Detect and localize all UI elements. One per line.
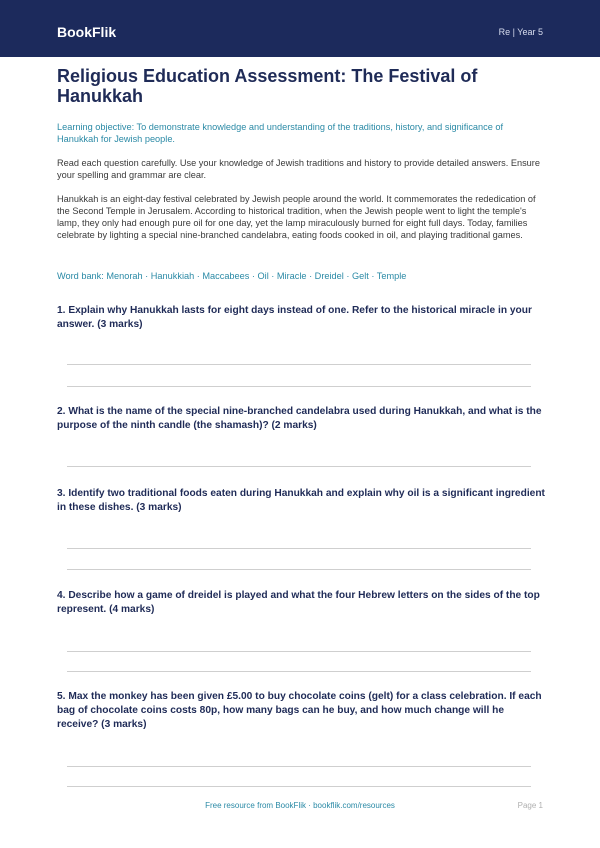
answer-line[interactable]	[67, 671, 531, 672]
answer-line[interactable]	[67, 548, 531, 549]
page-title: Religious Education Assessment: The Festival of Hanukkah	[57, 66, 478, 106]
intro-paragraph: Hanukkah is an eight-day festival celebrated by Jewish people around the world. It commemorates the rededication of the Second Temple in Jerusalem. According to historical tradition, when the Jewish people went to light the temple's lamp, they only had enough pure oil for one day, yet the lamp miraculously burned for eight full days. Today, families celebrate by lighting a special nine-branched candelabra, eating foods cooked in oil, and playing traditional games.	[57, 194, 536, 240]
question-1: 1. Explain why Hanukkah lasts for eight days instead of one. Refer to the historical miracle in your answer. (3 marks)	[57, 305, 532, 330]
word-bank: Word bank: Menorah · Hanukkiah · Maccabees · Oil · Miracle · Dreidel · Gelt · Temple	[57, 271, 407, 281]
answer-line[interactable]	[67, 651, 531, 652]
instructions: Read each question carefully. Use your knowledge of Jewish traditions and history to provide detailed answers. Ensure your spelling and grammar are clear.	[57, 158, 540, 180]
question-4: 4. Describe how a game of dreidel is played and what the four Hebrew letters on the sides of the top represent. (4 marks)	[57, 590, 540, 615]
subject-year-label: Re | Year 5	[498, 27, 543, 37]
question-2: 2. What is the name of the special nine-branched candelabra used during Hanukkah, and what is the purpose of the ninth candle (the shamash)? (2 marks)	[57, 406, 542, 431]
answer-line[interactable]	[67, 569, 531, 570]
page-number: Page 1	[517, 801, 543, 810]
header-bar	[0, 0, 600, 57]
answer-line[interactable]	[67, 786, 531, 787]
answer-line[interactable]	[67, 364, 531, 365]
brand-logo[interactable]: BookFlik	[57, 24, 117, 40]
learning-objective: Learning objective: To demonstrate knowledge and understanding of the traditions, history, and significance of Hanukkah for Jewish people.	[57, 122, 504, 144]
answer-line[interactable]	[67, 386, 531, 387]
question-5: 5. Max the monkey has been given £5.00 to buy chocolate coins (gelt) for a class celebration. If each bag of chocolate coins costs 80p, how many bags can he buy, and how much change will he receive? (3 marks)	[57, 691, 542, 730]
question-3: 3. Identify two traditional foods eaten during Hanukkah and explain why oil is a significant ingredient in these dishes. (3 marks)	[57, 488, 545, 513]
answer-line[interactable]	[67, 766, 531, 767]
footer-text: Free resource from BookFlik · bookflik.com/resources	[205, 801, 395, 810]
answer-line[interactable]	[67, 466, 531, 467]
